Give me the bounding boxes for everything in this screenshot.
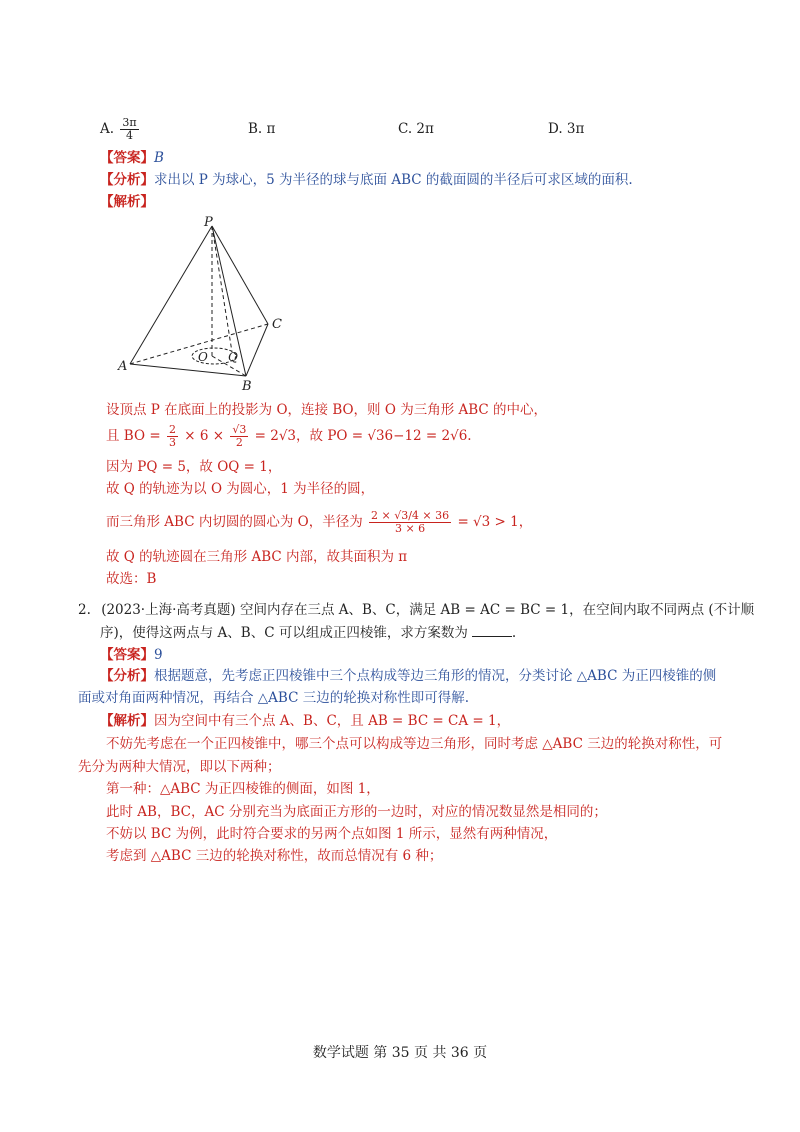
q2-solution-line-4: 第一种：△ABC 为正四棱锥的侧面，如图 1， — [106, 781, 380, 797]
option-a — [100, 117, 141, 142]
answer-value: B — [154, 150, 164, 166]
option-a-fraction — [120, 117, 138, 142]
analysis-text: 求出以 P 为球心，5 为半径的球与底面 ABC 的截面圆的半径后可求区域的面积. — [154, 172, 633, 188]
answer-blank — [472, 624, 512, 637]
q1-solution-line-6: 故 Q 的轨迹圆在三角形 ABC 内部，故其面积为 π — [106, 549, 408, 565]
label-B: B — [242, 379, 252, 394]
q2-solution-line-2: 不妨先考虑在一个正四棱锥中，哪三个点可以构成等边三角形，同时考虑 △ABC 三边的轮换对称性，可 — [106, 736, 723, 752]
q1-solution-line-7: 故选：B — [106, 571, 157, 587]
q2-stem2: 序)，使得这两点与 A、B、C 可以组成正四棱锥，求方案数为 — [100, 625, 468, 641]
l2-mid: × 6 × — [184, 428, 225, 444]
q1-solution-line-3: 因为 PQ = 5，故 OQ = 1， — [106, 459, 282, 475]
q2-solution-tag: 【解析】 — [100, 713, 154, 729]
l2-frac2-num: √3 — [232, 423, 247, 436]
l2-fraction-2 — [230, 424, 248, 449]
q2-number: 2. — [78, 602, 91, 618]
l5-den: 3 × 6 — [394, 522, 426, 535]
q2-analysis-1: 根据题意，先考虑正四棱锥中三个点构成等边三角形的情况，分类讨论 △ABC 为正四棱锥的侧 — [154, 668, 717, 684]
answer-tag: 【答案】 — [100, 150, 154, 166]
q2-solution-line-6: 不妨以 BC 为例，此时符合要求的另两个点如图 1 所示，显然有两种情况， — [106, 826, 558, 842]
l2-fraction-1 — [167, 424, 178, 449]
option-a-denominator: 4 — [125, 129, 133, 142]
q2-analysis-line-2: 面或对角面两种情况，再结合 △ABC 三边的轮换对称性即可得解. — [78, 690, 470, 706]
l2-post: = 2√3，故 PO = √36−12 = 2√6. — [254, 428, 472, 444]
q2-stem-line-2 — [100, 623, 516, 643]
q2-analysis-line-1 — [100, 666, 716, 686]
q1-solution-line-5 — [106, 510, 532, 535]
option-c: C. 2π — [398, 121, 434, 137]
q2-answer-line — [100, 645, 163, 665]
l5-fraction — [369, 510, 451, 535]
q2-answer-tag: 【答案】 — [100, 647, 154, 663]
q1-solution-heading — [100, 192, 154, 212]
l5-pre: 而三角形 ABC 内切圆的圆心为 O，半径为 — [106, 514, 363, 530]
q2-solution-line-7: 考虑到 △ABC 三边的轮换对称性，故而总情况有 6 种； — [106, 848, 443, 864]
q2-solution-line-3: 先分为两种大情况，即以下两种； — [78, 759, 281, 775]
q1-solution-line-4: 故 Q 的轨迹为以 O 为圆心，1 为半径的圆， — [106, 481, 375, 497]
l2-frac1-num: 2 — [168, 423, 176, 436]
q1-answer-line — [100, 148, 164, 168]
q2-s1: 因为空间中有三个点 A、B、C，且 AB = BC = CA = 1， — [154, 713, 511, 729]
pyramid-figure — [110, 214, 290, 394]
l2-frac1-den: 3 — [168, 436, 176, 449]
l5-post: = √3 > 1， — [457, 514, 533, 530]
page-footer: 数学试题 第 35 页 共 36 页 — [312, 1045, 488, 1061]
q2-source: (2023·上海·高考真题) — [101, 602, 236, 618]
q2-solution-line-1 — [100, 711, 510, 731]
label-P: P — [204, 215, 213, 230]
option-a-label: A. — [100, 121, 115, 137]
option-b: B. π — [248, 121, 276, 137]
q1-analysis-line — [100, 170, 633, 190]
option-a-numerator: 3π — [122, 116, 137, 129]
option-d: D. 3π — [548, 121, 585, 137]
q2-stem2-end: . — [511, 625, 517, 641]
q2-solution-line-5: 此时 AB，BC，AC 分别充当为底面正方形的一边时，对应的情况数显然是相同的； — [106, 804, 607, 820]
l2-frac2-den: 2 — [235, 436, 243, 449]
q2-answer-value: 9 — [154, 647, 163, 663]
label-Q: Q — [228, 350, 238, 364]
q2-stem1: 空间内存在三点 A、B、C，满足 AB = AC = BC = 1，在空间内取不同两点 (不计顺 — [239, 602, 755, 618]
l2-pre: 且 BO = — [106, 428, 161, 444]
analysis-tag: 【分析】 — [100, 172, 154, 188]
q1-solution-line-2 — [106, 424, 472, 449]
label-C: C — [272, 317, 282, 332]
q2-analysis-tag: 【分析】 — [100, 668, 154, 684]
q2-stem-line-1 — [78, 600, 754, 620]
q1-solution-line-1: 设顶点 P 在底面上的投影为 O，连接 BO，则 O 为三角形 ABC 的中心， — [106, 402, 548, 418]
label-O: O — [198, 350, 208, 364]
solution-tag: 【解析】 — [100, 194, 154, 210]
l5-num: 2 × √3/4 × 36 — [371, 509, 450, 522]
label-A: A — [118, 359, 128, 374]
